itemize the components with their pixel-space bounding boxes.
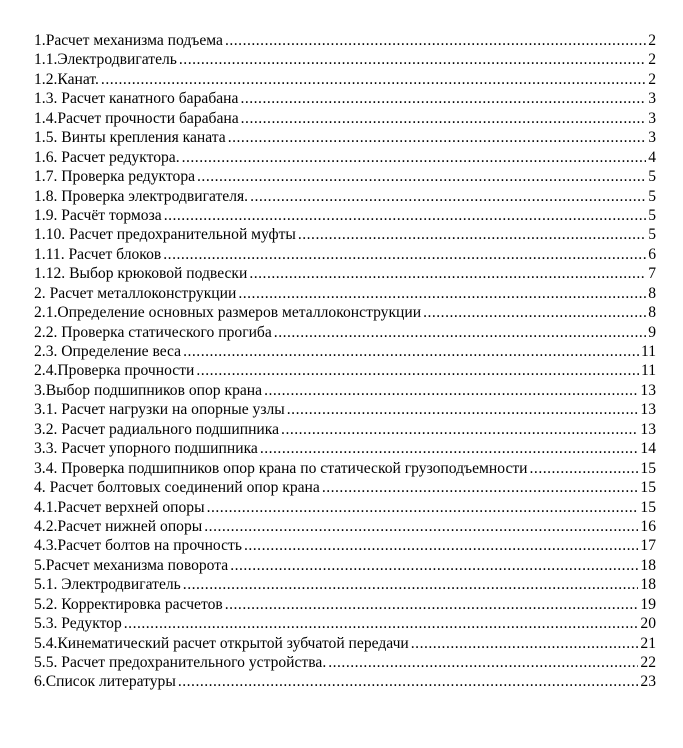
toc-entry-page: 4 [648, 148, 656, 166]
toc-entry [34, 361, 656, 380]
dot-leader [250, 187, 646, 206]
toc-entry-page: 18 [640, 556, 656, 574]
toc-entry [34, 323, 656, 342]
dot-leader [240, 89, 646, 108]
dot-leader [228, 128, 646, 147]
toc-entry-page: 15 [640, 459, 656, 477]
toc-entry-title: 1.Расчет механизма подъема [34, 32, 223, 49]
toc-entry [34, 575, 656, 594]
dot-leader [328, 653, 638, 672]
toc-entry-page: 15 [640, 498, 656, 516]
toc-entry-title: 2.4.Проверка прочности [34, 362, 195, 380]
toc-entry-page: 5 [648, 226, 656, 244]
toc-entry-title: 1.3. Расчет канатного барабана [34, 90, 239, 108]
toc-entry-title: 5.3. Редуктор [34, 615, 122, 633]
toc-entry-page: 11 [640, 343, 656, 360]
toc-entry-title: 1.2.Канат. [34, 70, 99, 88]
toc-entry-title: 5.2. Корректировка расчетов [34, 595, 223, 613]
dot-leader [183, 575, 639, 594]
toc-entry-title: 4.3.Расчет болтов на прочность [34, 537, 242, 555]
toc-entry [34, 109, 656, 128]
toc-entry-page: 13 [640, 420, 656, 438]
toc-entry-title: 5.5. Расчет предохранительного устройства. [34, 654, 327, 671]
toc-entry-title: 1.4.Расчет прочности барабана [34, 109, 239, 127]
toc-entry-title: 3.2. Расчет радиального подшипника [34, 420, 280, 438]
toc-entry [34, 653, 656, 672]
toc-entry [34, 31, 656, 50]
dot-leader [241, 109, 647, 128]
toc-entry-title: 5.4.Кинематический расчет открытой зубчатой передачи [34, 634, 409, 652]
toc-entry [34, 245, 656, 264]
dot-leader [249, 264, 646, 283]
toc-entry-page: 11 [640, 362, 656, 380]
toc-entry-title: 1.11. Расчет блоков [34, 245, 162, 263]
toc-entry [34, 672, 656, 691]
toc-entry-page: 6 [648, 245, 656, 263]
toc-entry-title: 3.3. Расчет упорного подшипника [34, 440, 258, 458]
dot-leader [178, 672, 639, 691]
toc-entry-page: 2 [648, 32, 656, 49]
toc-entry-title: 2.1.Определение основных размеров металлоконструкции [34, 304, 422, 322]
dot-leader [322, 478, 639, 497]
toc-entry [34, 595, 656, 614]
dot-leader [281, 420, 638, 439]
toc-entry-title: 1.9. Расчёт тормоза [34, 206, 162, 224]
dot-leader [179, 50, 646, 69]
toc-entry-page: 14 [640, 440, 656, 458]
toc-entry [34, 148, 656, 167]
toc-entry-page: 17 [640, 537, 656, 555]
toc-entry [34, 381, 656, 400]
dot-leader [238, 284, 646, 303]
toc-entry-title: 4.1.Расчет верхней опоры [34, 498, 205, 516]
dot-leader [196, 361, 639, 380]
toc-entry-title: 3.4. Проверка подшипников опор крана по статической грузоподъемности [34, 459, 528, 477]
toc-entry [34, 439, 656, 458]
dot-leader [225, 595, 639, 614]
toc-entry [34, 478, 656, 497]
toc-entry [34, 634, 656, 653]
toc-entry [34, 517, 656, 536]
toc-entry-title: 3.Выбор подшипников опор крана [34, 381, 263, 399]
dot-leader [264, 381, 638, 400]
toc-entry [34, 225, 656, 244]
toc-entry-page: 15 [640, 479, 656, 497]
toc-entry [34, 89, 656, 108]
dot-leader [287, 400, 639, 419]
dot-leader [230, 556, 638, 575]
toc-entry-page: 7 [648, 265, 656, 283]
toc-entry-page: 22 [640, 654, 656, 671]
dot-leader [274, 323, 646, 342]
dot-leader [244, 536, 638, 555]
dot-leader [164, 206, 647, 225]
toc-entry [34, 284, 656, 303]
toc-entry [34, 303, 656, 322]
toc-entry-title: 1.7. Проверка редуктора [34, 168, 196, 186]
toc-entry-page: 5 [648, 168, 656, 186]
toc-entry-title: 4. Расчет болтовых соединений опор крана [34, 479, 320, 497]
dot-leader [204, 517, 638, 536]
toc-entry [34, 206, 656, 225]
toc-entry-title: 1.12. Выбор крюковой подвески [34, 265, 248, 283]
toc-entry-page: 2 [648, 51, 656, 69]
toc-entry-page: 19 [640, 595, 656, 613]
toc-entry-page: 21 [640, 634, 656, 652]
toc-entry-title: 5.1. Электродвигатель [34, 576, 181, 594]
toc-entry [34, 264, 656, 283]
toc-entry [34, 128, 656, 147]
table-of-contents [34, 31, 656, 692]
toc-entry-page: 8 [648, 284, 656, 302]
toc-entry-page: 9 [648, 323, 656, 341]
toc-entry [34, 536, 656, 555]
toc-entry-page: 5 [648, 206, 656, 224]
toc-entry-page: 5 [648, 187, 656, 205]
dot-leader [423, 303, 646, 322]
toc-entry [34, 167, 656, 186]
dot-leader [101, 70, 646, 89]
dot-leader [124, 614, 639, 633]
toc-entry-title: 1.5. Винты крепления каната [34, 129, 226, 147]
toc-entry [34, 498, 656, 517]
toc-entry-title: 1.8. Проверка электродвигателя. [34, 187, 249, 205]
dot-leader [530, 459, 639, 478]
dot-leader [183, 342, 639, 361]
dot-leader [207, 498, 639, 517]
dot-leader [182, 148, 647, 167]
dot-leader [163, 245, 646, 264]
toc-entry [34, 70, 656, 89]
toc-entry [34, 556, 656, 575]
toc-entry-title: 1.10. Расчет предохранительной муфты [34, 226, 296, 244]
toc-entry-page: 2 [648, 70, 656, 88]
toc-entry-page: 20 [640, 615, 656, 633]
toc-entry-title: 2. Расчет металлоконструкции [34, 284, 237, 302]
toc-entry-title: 3.1. Расчет нагрузки на опорные узлы [34, 401, 285, 419]
toc-entry-page: 23 [640, 673, 656, 691]
toc-entry [34, 614, 656, 633]
toc-entry-title: 2.2. Проверка статического прогиба [34, 323, 272, 341]
dot-leader [411, 634, 639, 653]
toc-entry-title: 2.3. Определение веса [34, 343, 182, 360]
toc-entry [34, 420, 656, 439]
toc-entry-page: 13 [640, 381, 656, 399]
toc-entry-page: 3 [648, 129, 656, 147]
toc-entry-page: 3 [648, 90, 656, 108]
toc-entry-page: 8 [648, 304, 656, 322]
dot-leader [298, 225, 646, 244]
dot-leader [197, 167, 646, 186]
toc-entry-page: 3 [648, 109, 656, 127]
toc-entry [34, 50, 656, 69]
toc-entry-title: 1.1.Электродвигатель [34, 51, 177, 69]
toc-entry-page: 13 [640, 401, 656, 419]
toc-entry-title: 6.Список литературы [34, 673, 176, 691]
toc-entry-page: 18 [640, 576, 656, 594]
toc-entry-title: 5.Расчет механизма поворота [34, 556, 229, 574]
toc-entry-page: 16 [640, 517, 656, 535]
toc-entry [34, 187, 656, 206]
dot-leader [225, 31, 646, 50]
toc-entry-title: 4.2.Расчет нижней опоры [34, 517, 203, 535]
dot-leader [260, 439, 639, 458]
toc-entry [34, 400, 656, 419]
toc-entry-title: 1.6. Расчет редуктора. [34, 148, 180, 166]
toc-entry [34, 459, 656, 478]
toc-entry [34, 342, 656, 361]
